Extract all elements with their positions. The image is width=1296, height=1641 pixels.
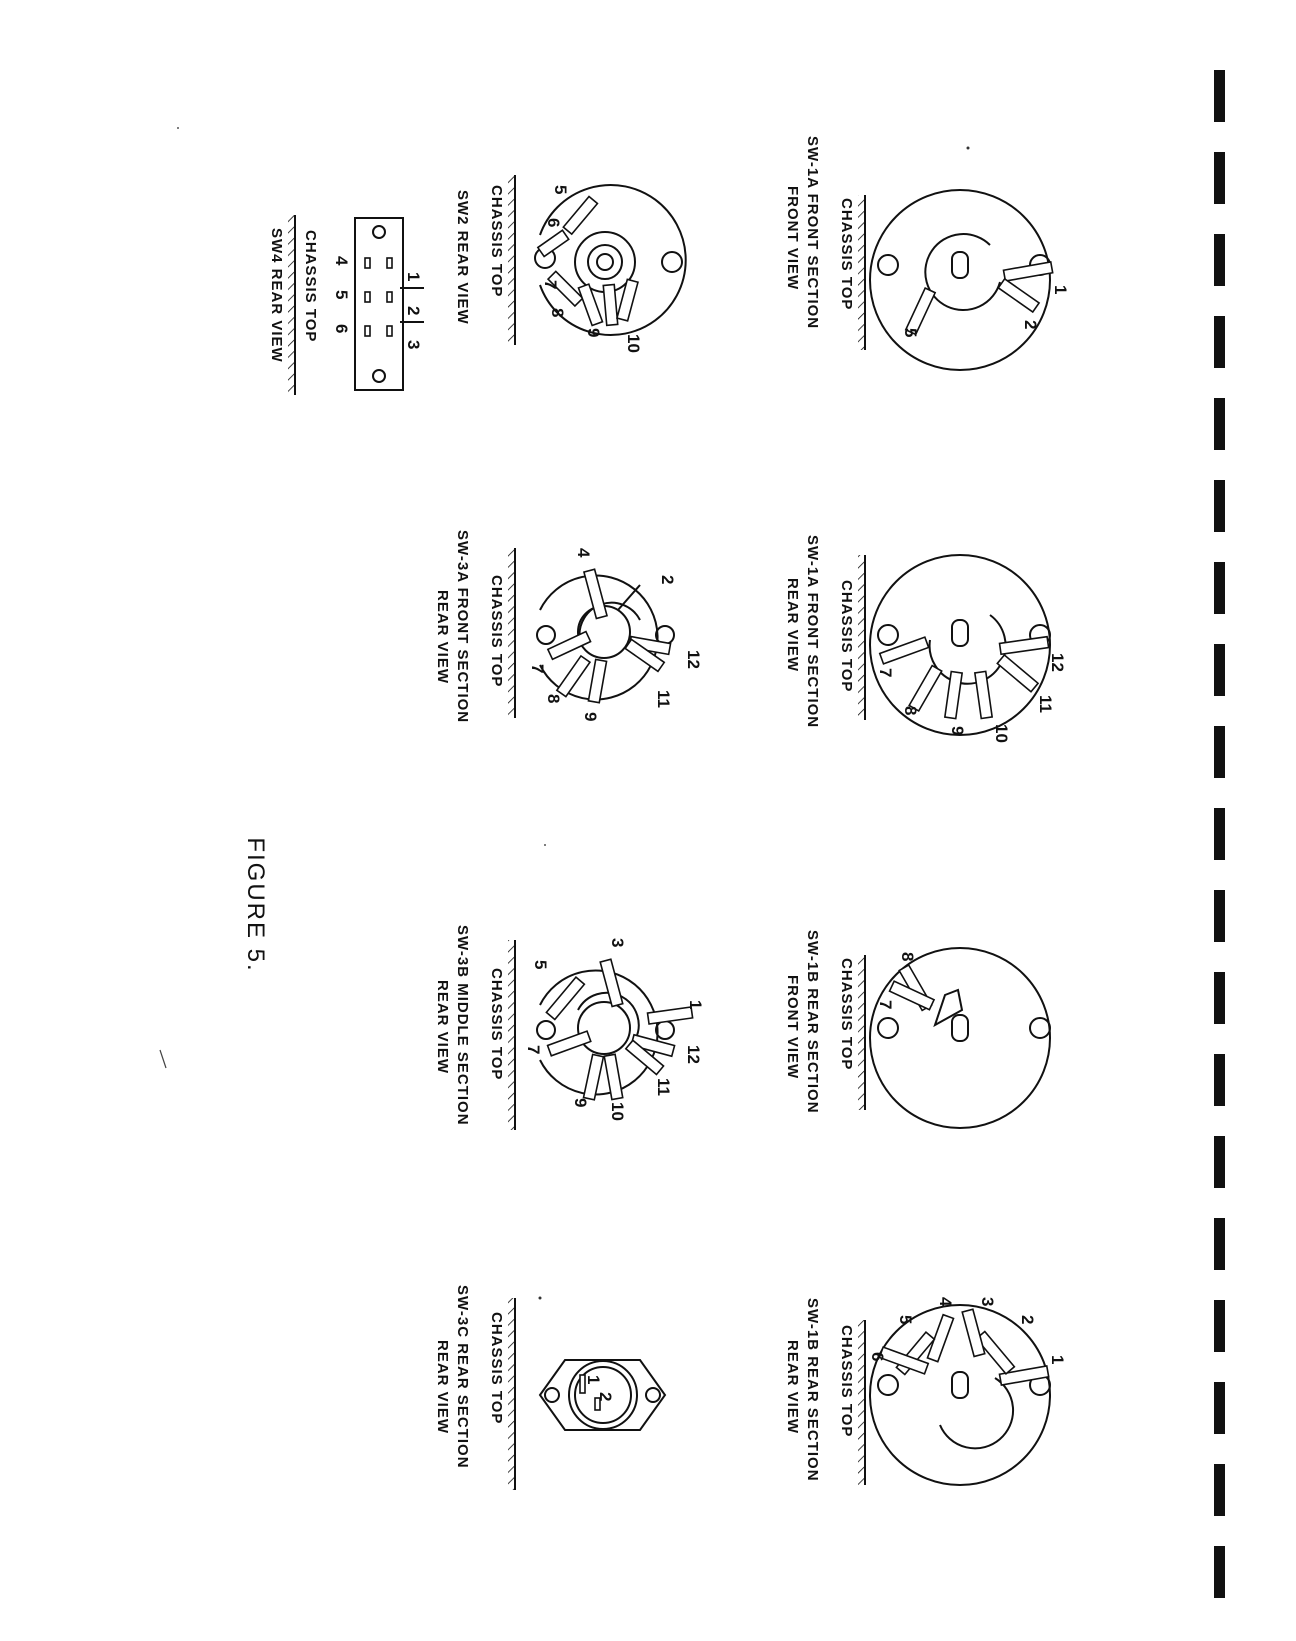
- chassis-top-label: CHASSIS TOP: [488, 185, 505, 298]
- pin-label: 1: [1051, 285, 1070, 295]
- binding-hole: [1214, 726, 1225, 778]
- pin-label: 5: [551, 185, 570, 195]
- pin-label: 4: [936, 1297, 955, 1307]
- pin-label: 12: [684, 650, 703, 669]
- chassis-top-label: CHASSIS TOP: [838, 958, 855, 1071]
- switch-caption: REAR VIEW: [434, 590, 451, 685]
- binding-hole: [1214, 808, 1225, 860]
- binding-hole: [1214, 1464, 1225, 1516]
- pin-label: 7: [524, 1045, 543, 1055]
- binding-hole: [1214, 890, 1225, 942]
- switch-sw1b-rear-front: [784, 930, 1050, 1128]
- binding-hole: [1214, 644, 1225, 696]
- pin-label: 4: [574, 548, 593, 558]
- chassis-top-label: CHASSIS TOP: [838, 1325, 855, 1438]
- switch-caption: SW-3B MIDDLE SECTION: [454, 925, 471, 1126]
- pin-label: 3: [978, 1297, 997, 1307]
- chassis-top-label: CHASSIS TOP: [302, 230, 319, 343]
- switch-caption: SW-1A FRONT SECTION: [804, 535, 821, 729]
- pin-label: 7: [528, 664, 547, 674]
- pin-label: 8: [898, 952, 917, 962]
- pin-label: 10: [624, 334, 643, 353]
- pin-label: 3: [404, 340, 423, 350]
- switch-caption: REAR VIEW: [784, 1340, 801, 1435]
- pin-label: 1: [1048, 1355, 1067, 1365]
- pin-label: 3: [608, 938, 627, 948]
- pin-label: 2: [658, 575, 677, 585]
- chassis-top-label: CHASSIS TOP: [838, 198, 855, 311]
- switch-sw3c-rear-rear: [434, 1285, 665, 1490]
- switch-caption: SW-1B REAR SECTION: [804, 1298, 821, 1482]
- pin-label: 12: [1048, 653, 1067, 672]
- switch-caption: REAR VIEW: [784, 578, 801, 673]
- pin-label: 7: [876, 668, 895, 678]
- binding-hole: [1214, 1054, 1225, 1106]
- switch-caption: FRONT VIEW: [784, 186, 801, 291]
- switch-sw1b-rear-rear: [784, 1297, 1067, 1485]
- pin-label: 7: [541, 280, 560, 290]
- pin-label: 5: [901, 328, 920, 338]
- switch-sw2-rear: [454, 175, 686, 353]
- binding-holes: [1214, 70, 1225, 1598]
- binding-hole: [1214, 1218, 1225, 1270]
- pin-label: 2: [596, 1392, 615, 1402]
- pin-label: 6: [544, 218, 563, 228]
- pin-label: 8: [548, 308, 567, 318]
- pin-label: 11: [1036, 695, 1055, 713]
- binding-hole: [1214, 480, 1225, 532]
- pin-label: 5: [896, 1315, 915, 1325]
- binding-hole: [1214, 1136, 1225, 1188]
- pin-label: 1: [686, 1000, 705, 1010]
- switch-caption: SW-1A FRONT SECTION: [804, 136, 821, 330]
- chassis-top-label: CHASSIS TOP: [488, 575, 505, 688]
- switch-caption: SW4 REAR VIEW: [268, 228, 285, 363]
- switch-sw1a-front-front: [784, 136, 1070, 370]
- switch-caption: SW2 REAR VIEW: [454, 190, 471, 325]
- pin-label: 6: [332, 324, 351, 334]
- binding-hole: [1214, 972, 1225, 1024]
- switch-caption: REAR VIEW: [434, 980, 451, 1075]
- binding-hole: [1214, 398, 1225, 450]
- pin-label: 9: [571, 1098, 590, 1108]
- pin-label: 6: [868, 1352, 887, 1362]
- pin-label: 11: [654, 1078, 673, 1096]
- switch-caption: SW-1B REAR SECTION: [804, 930, 821, 1114]
- chassis-top-label: CHASSIS TOP: [488, 1312, 505, 1425]
- binding-hole: [1214, 316, 1225, 368]
- pin-label: 5: [332, 290, 351, 300]
- pin-label: 10: [992, 724, 1011, 743]
- pin-label: 7: [876, 1000, 895, 1010]
- pin-label: 8: [544, 694, 563, 704]
- binding-hole: [1214, 152, 1225, 204]
- switch-caption: FRONT VIEW: [784, 975, 801, 1080]
- pin-label: 10: [608, 1102, 627, 1121]
- switch-caption: SW-3C REAR SECTION: [454, 1285, 471, 1469]
- pin-label: 5: [531, 960, 550, 970]
- pin-label: 4: [332, 256, 351, 266]
- chassis-top-label: CHASSIS TOP: [838, 580, 855, 693]
- pin-label: 8: [901, 706, 920, 716]
- switch-sw1a-front-rear: [784, 535, 1067, 743]
- pin-label: 1: [404, 272, 423, 282]
- pin-label: 9: [584, 328, 603, 338]
- switch-caption: SW-3A FRONT SECTION: [454, 530, 471, 724]
- switch-sw3b-middle-rear: [434, 925, 705, 1130]
- pin-label: 11: [654, 690, 673, 708]
- binding-hole: [1214, 562, 1225, 614]
- binding-hole: [1214, 1300, 1225, 1352]
- switch-sw4-rear: [268, 215, 424, 395]
- chassis-top-label: CHASSIS TOP: [488, 968, 505, 1081]
- pin-label: 9: [948, 726, 967, 736]
- binding-hole: [1214, 1546, 1225, 1598]
- figure-label: FIGURE 5.: [242, 837, 269, 973]
- pin-label: 12: [684, 1045, 703, 1064]
- binding-hole: [1214, 1382, 1225, 1434]
- binding-hole: [1214, 234, 1225, 286]
- pin-label: 2: [404, 306, 423, 316]
- pin-label: 2: [1021, 320, 1040, 330]
- binding-hole: [1214, 70, 1225, 122]
- pin-label: 9: [581, 712, 600, 722]
- pin-label: 2: [1018, 1315, 1037, 1325]
- switch-sw3a-front-rear: [434, 530, 703, 723]
- switch-caption: REAR VIEW: [434, 1340, 451, 1435]
- pin-label: 1: [584, 1375, 603, 1385]
